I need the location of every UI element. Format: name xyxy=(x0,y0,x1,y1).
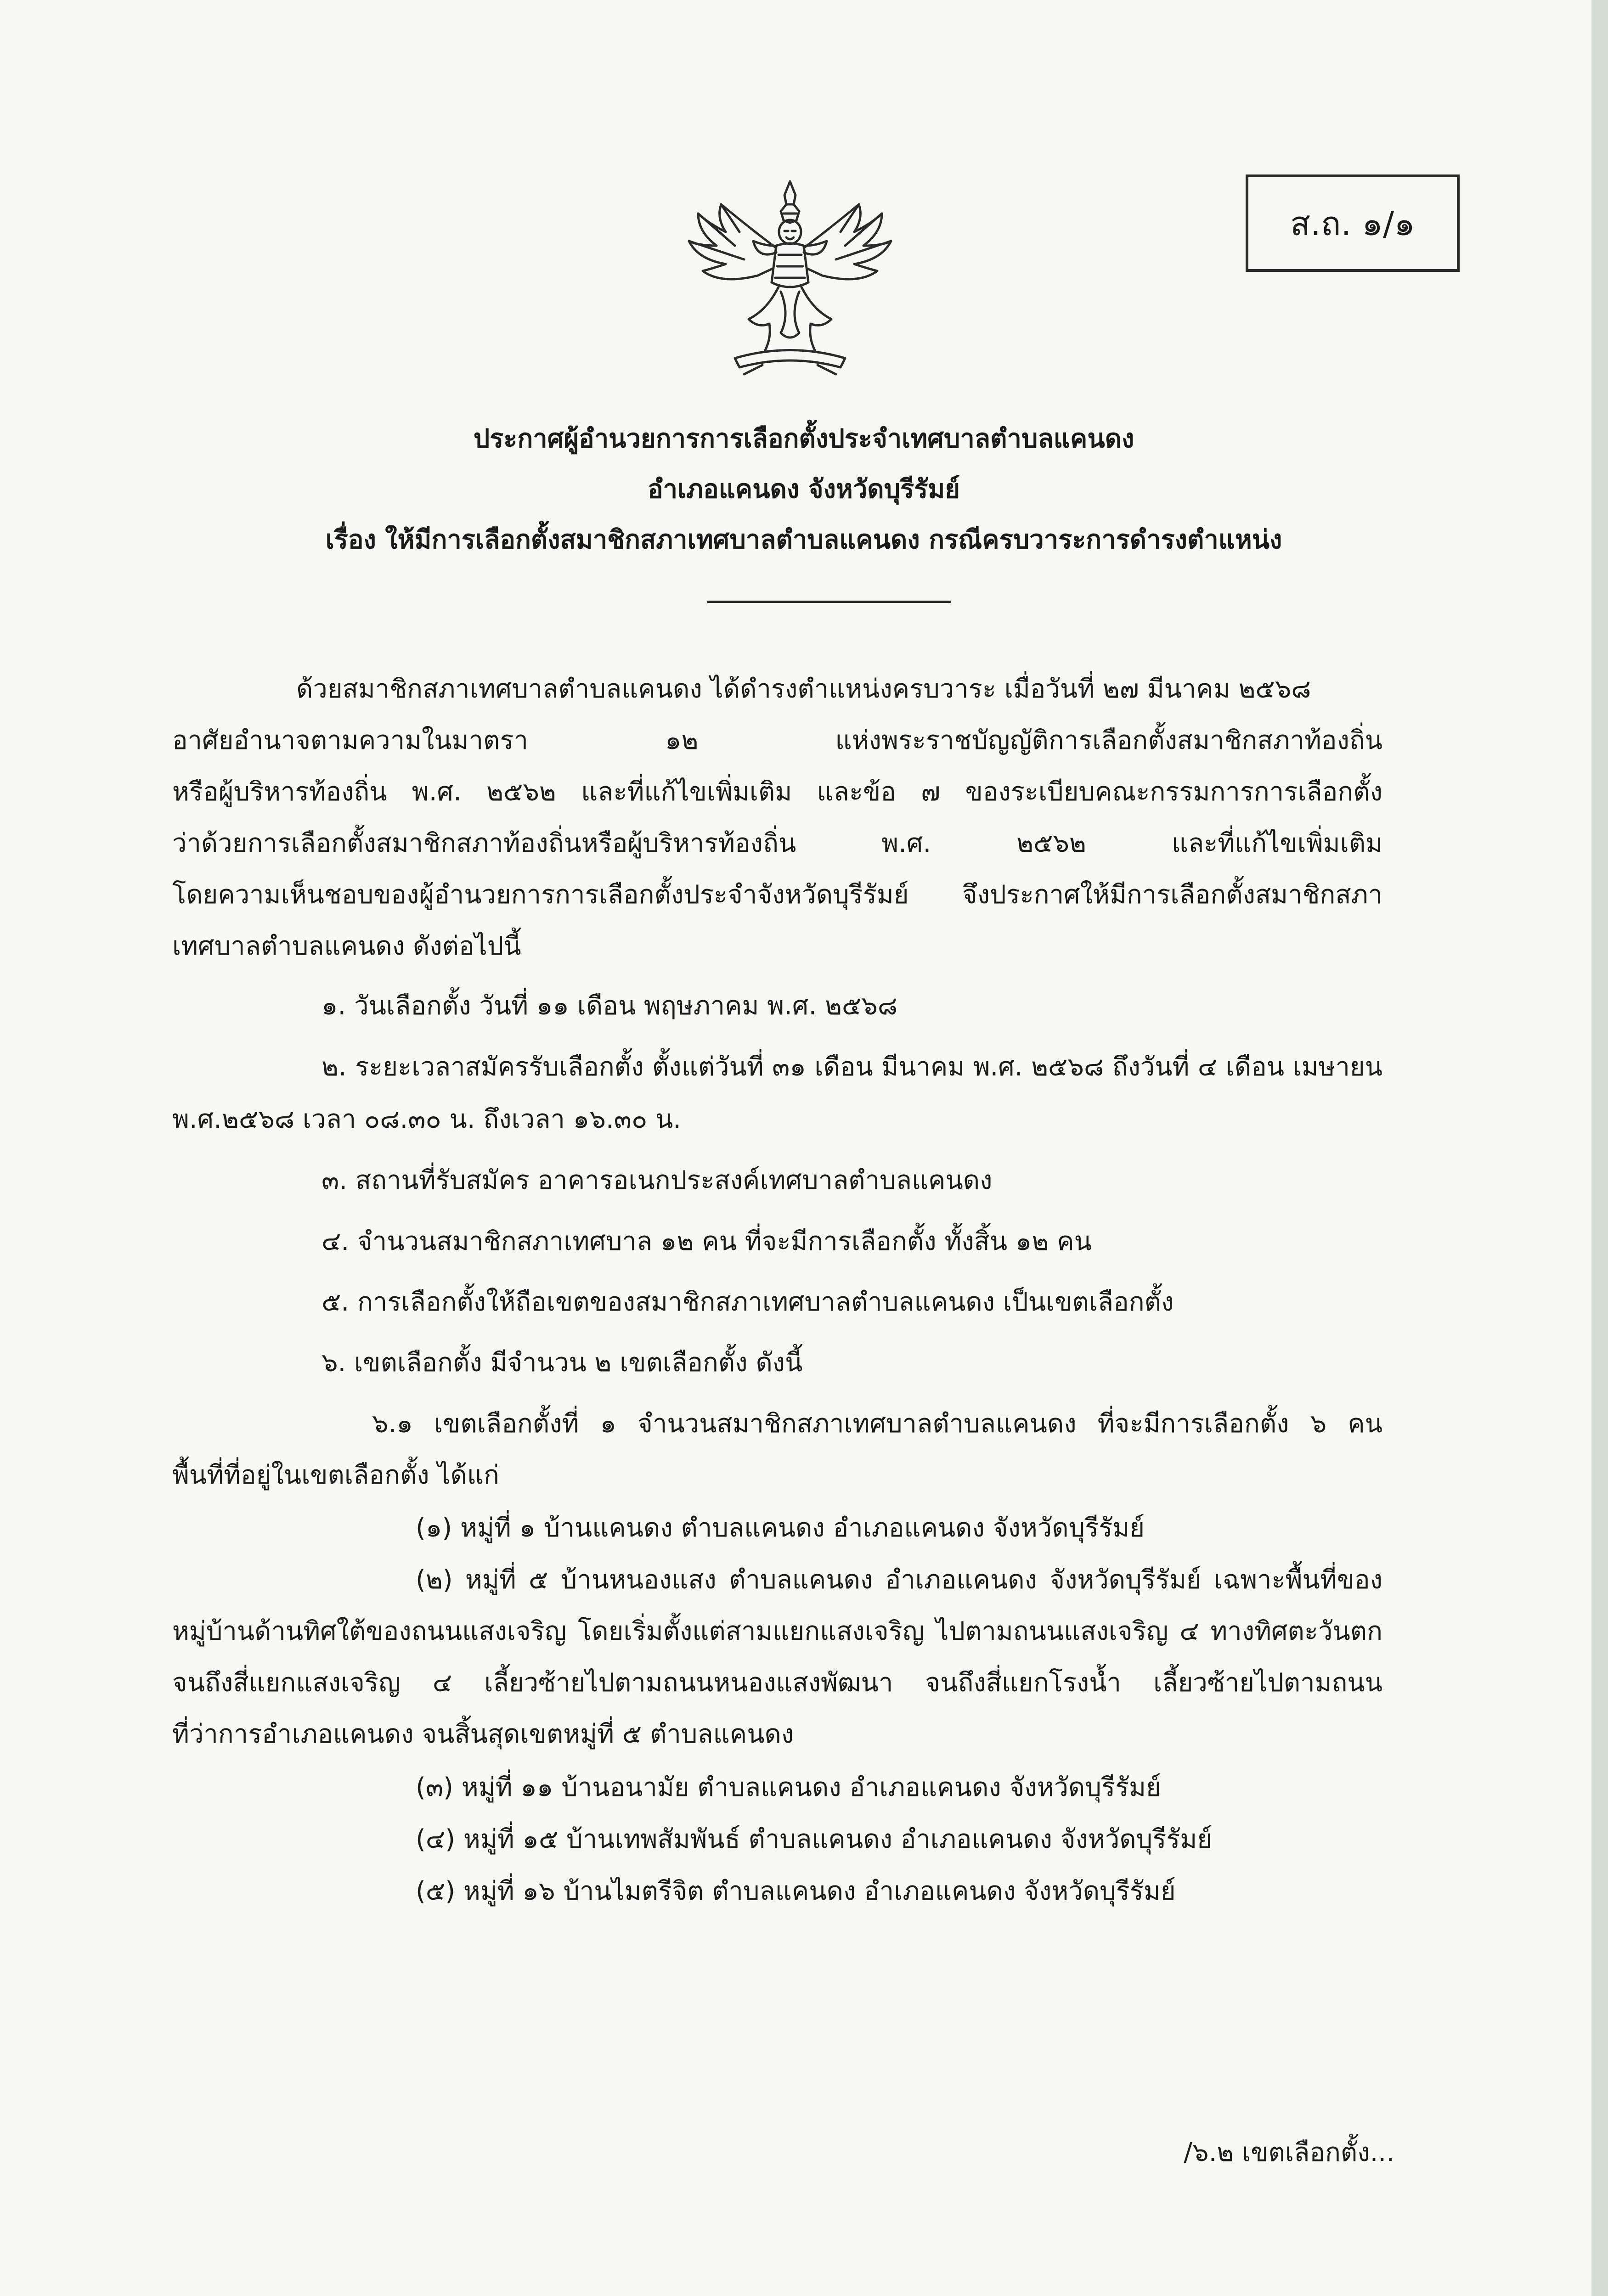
area-1: (๑) หมู่ที่ ๑ บ้านแคนดง ตำบลแคนดง อำเภอแคนดง จังหวัดบุรีรัมย์ xyxy=(416,1513,1145,1543)
form-code-box xyxy=(1246,174,1460,272)
area-2-line-2: หมู่บ้านด้านทิศใต้ของถนนแสงเจริญ โดยเริ่มตั้งแต่สามแยกแสงเจริญ ไปตามถนนแสงเจริญ ๔ ทางทิศตะวันตก xyxy=(172,1616,1382,1646)
item-1: ๑. วันเลือกตั้ง วันที่ ๑๑ เดือน พฤษภาคม พ.ศ. ๒๕๖๘ xyxy=(322,991,898,1021)
form-code: ส.ถ. ๑/๑ xyxy=(1290,204,1415,243)
intro-line-3: หรือผู้บริหารท้องถิ่น พ.ศ. ๒๕๖๒ และที่แก้ไขเพิ่มเติม และข้อ ๗ ของระเบียบคณะกรรมการการเลือกตั้ง xyxy=(172,777,1382,807)
intro-line-5: โดยความเห็นชอบของผู้อำนวยการการเลือกตั้งประจำจังหวัดบุรีรัมย์ จึงประกาศให้มีการเลือกตั้งสมาชิกสภา xyxy=(172,880,1382,910)
area-2-line-3: จนถึงสี่แยกแสงเจริญ ๔ เลี้ยวซ้ายไปตามถนนหนองแสงพัฒนา จนถึงสี่แยกโรงน้ำ เลี้ยวซ้ายไปตามถนน xyxy=(172,1668,1382,1698)
item-2-line-1: ๒. ระยะเวลาสมัครรับเลือกตั้ง ตั้งแต่วันที่ ๓๑ เดือน มีนาคม พ.ศ. ๒๕๖๘ ถึงวันที่ ๔ เดือน เมษายน xyxy=(322,1052,1382,1082)
item-3: ๓. สถานที่รับสมัคร อาคารอเนกประสงค์เทศบาลตำบลแคนดง xyxy=(322,1165,993,1195)
item-6-1-line-2: พื้นที่ที่อยู่ในเขตเลือกตั้ง ได้แก่ xyxy=(172,1460,499,1490)
item-5: ๕. การเลือกตั้งให้ถือเขตของสมาชิกสภาเทศบาลตำบลแคนดง เป็นเขตเลือกตั้ง xyxy=(322,1287,1174,1317)
title-line-1: ประกาศผู้อำนวยการการเลือกตั้งประจำเทศบาลตำบลแคนดง xyxy=(473,424,1134,454)
area-2-line-4: ที่ว่าการอำเภอแคนดง จนสิ้นสุดเขตหมู่ที่ ๕ ตำบลแคนดง xyxy=(172,1719,794,1749)
area-4: (๔) หมู่ที่ ๑๕ บ้านเทพสัมพันธ์ ตำบลแคนดง อำเภอแคนดง จังหวัดบุรีรัมย์ xyxy=(416,1824,1213,1854)
intro-line-6: เทศบาลตำบลแคนดง ดังต่อไปนี้ xyxy=(172,931,521,961)
page-edge-shadow xyxy=(1591,0,1608,2296)
item-6-1-line-1: ๖.๑ เขตเลือกตั้งที่ ๑ จำนวนสมาชิกสภาเทศบาลตำบลแคนดง ที่จะมีการเลือกตั้ง ๖ คน xyxy=(372,1409,1382,1439)
intro-line-4: ว่าด้วยการเลือกตั้งสมาชิกสภาท้องถิ่นหรือผู้บริหารท้องถิ่น พ.ศ. ๒๕๖๒ และที่แก้ไขเพิ่มเติม xyxy=(172,828,1382,858)
item-4: ๔. จำนวนสมาชิกสภาเทศบาล ๑๒ คน ที่จะมีการเลือกตั้ง ทั้งสิ้น ๑๒ คน xyxy=(322,1227,1092,1256)
intro-line-2: อาศัยอำนาจตามความในมาตรา ๑๒ แห่งพระราชบัญญัติการเลือกตั้งสมาชิกสภาท้องถิ่น xyxy=(172,726,1382,755)
title-line-3: เรื่อง ให้มีการเลือกตั้งสมาชิกสภาเทศบาลตำบลแคนดง กรณีครบวาระการดำรงตำแหน่ง xyxy=(325,525,1282,555)
area-2-line-1: (๒) หมู่ที่ ๕ บ้านหนองแสง ตำบลแคนดง อำเภอแคนดง จังหวัดบุรีรัมย์ เฉพาะพื้นที่ของ xyxy=(416,1565,1382,1595)
item-2-line-2: พ.ศ.๒๕๖๘ เวลา ๐๘.๓๐ น. ถึงเวลา ๑๖.๓๐ น. xyxy=(172,1104,682,1134)
item-6: ๖. เขตเลือกตั้ง มีจำนวน ๒ เขตเลือกตั้ง ดังนี้ xyxy=(322,1348,803,1378)
continuation-note: /๖.๒ เขตเลือกตั้ง... xyxy=(1184,2138,1394,2167)
title-line-2: อำเภอแคนดง จังหวัดบุรีรัมย์ xyxy=(647,474,960,504)
intro-line-1: ด้วยสมาชิกสภาเทศบาลตำบลแคนดง ได้ดำรงตำแหน่งครบวาระ เมื่อวันที่ ๒๗ มีนาคม ๒๕๖๘ xyxy=(296,674,1311,704)
area-5: (๕) หมู่ที่ ๑๖ บ้านไมตรีจิต ตำบลแคนดง อำเภอแคนดง จังหวัดบุรีรัมย์ xyxy=(416,1876,1176,1906)
title-underline xyxy=(707,601,951,603)
area-3: (๓) หมู่ที่ ๑๑ บ้านอนามัย ตำบลแคนดง อำเภอแคนดง จังหวัดบุรีรัมย์ xyxy=(416,1773,1161,1802)
garuda-emblem-icon xyxy=(666,177,914,379)
